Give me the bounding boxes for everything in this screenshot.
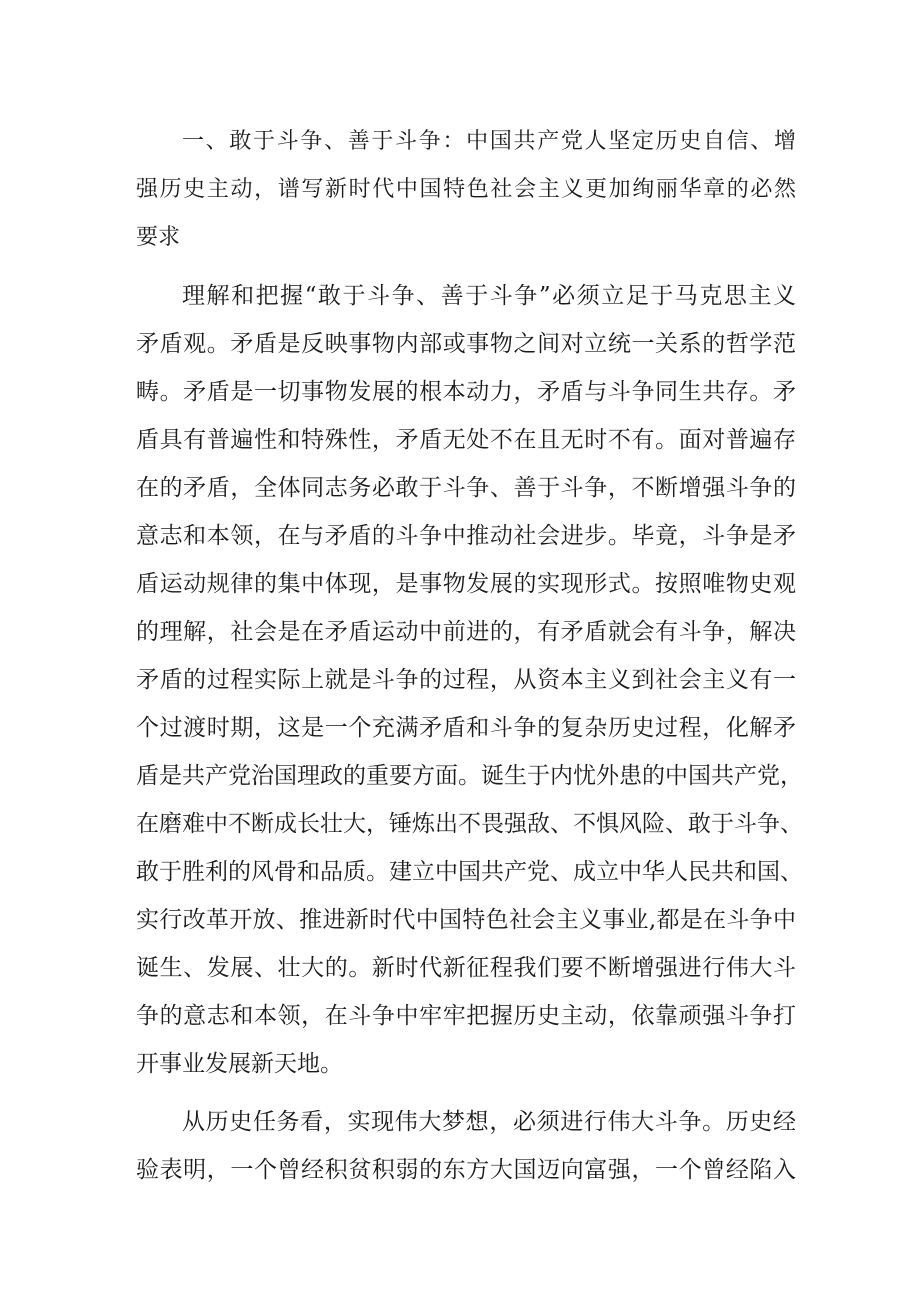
paragraph-line: 在的矛盾，全体同志务必敢于斗争、善于斗争，不断增强斗争的 (136, 475, 796, 501)
paragraph-line: 的理解，社会是在矛盾运动中前进的，有矛盾就会有斗争，解决 (136, 619, 796, 645)
paragraph-line: 在磨难中不断成长壮大，锤炼出不畏强敌、不惧风险、敢于斗争、 (136, 811, 803, 837)
paragraph-line: 从历史任务看，实现伟大梦想，必须进行伟大斗争。历史经 (182, 1109, 796, 1135)
heading-line: 一、敢于斗争、善于斗争：中国共产党人坚定历史自信、增 (182, 129, 796, 154)
paragraph-line: 盾是共产党治国理政的重要方面。诞生于内忧外患的中国共产党， (136, 763, 803, 789)
paragraph-line: 矛盾观。矛盾是反映事物内部或事物之间对立统一关系的哲学范 (136, 331, 796, 357)
document-page (136, 118, 803, 1204)
paragraph-line: 盾具有普遍性和特殊性，矛盾无处不在且无时不有。面对普遍存 (136, 427, 796, 453)
section-heading (136, 118, 796, 262)
heading-line: 要求 (136, 225, 181, 250)
paragraph-line: 盾运动规律的集中体现，是事物发展的实现形式。按照唯物史观 (136, 571, 796, 597)
paragraph-2 (136, 1098, 796, 1194)
paragraph-line: 矛盾的过程实际上就是斗争的过程，从资本主义到社会主义有一 (136, 667, 796, 693)
paragraph-line: 畴。矛盾是一切事物发展的根本动力，矛盾与斗争同生共存。矛 (136, 379, 796, 405)
paragraph-line: 个过渡时期，这是一个充满矛盾和斗争的复杂历史过程，化解矛 (136, 715, 796, 741)
paragraph-line: 理解和把握“敢于斗争、善于斗争”必须立足于马克思主义 (182, 283, 796, 309)
paragraph-line: 意志和本领，在与矛盾的斗争中推动社会进步。毕竟，斗争是矛 (136, 523, 796, 549)
paragraph-line: 诞生、发展、壮大的。新时代新征程我们要不断增强进行伟大斗 (136, 955, 796, 981)
paragraph-line: 验表明，一个曾经积贫积弱的东方大国迈向富强，一个曾经陷入 (136, 1157, 796, 1183)
paragraph-1 (136, 272, 803, 1088)
heading-line: 强历史主动，谱写新时代中国特色社会主义更加绚丽华章的必然 (136, 177, 796, 202)
paragraph-line: 争的意志和本领，在斗争中牢牢把握历史主动，依靠顽强斗争打 (136, 1003, 796, 1029)
paragraph-line: 开事业发展新天地。 (136, 1051, 343, 1077)
paragraph-line: 实行改革开放、推进新时代中国特色社会主义事业,都是在斗争中 (136, 907, 796, 933)
paragraph-line: 敢于胜利的风骨和品质。建立中国共产党、成立中华人民共和国、 (136, 859, 803, 885)
